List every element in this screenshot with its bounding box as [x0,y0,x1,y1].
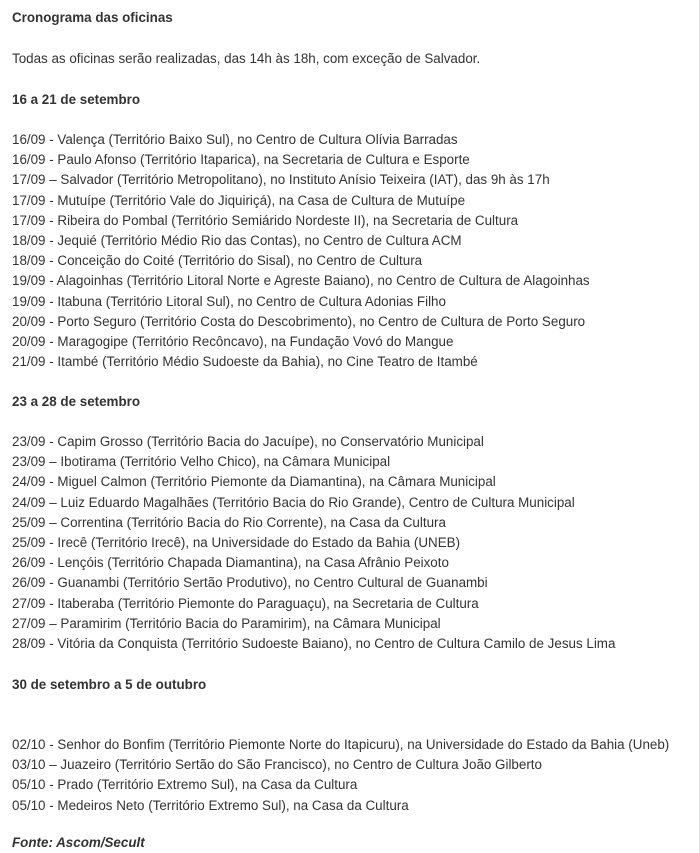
schedule-item: 26/09 - Lençóis (Território Chapada Diamantina), na Casa Afrânio Peixoto [12,555,449,571]
schedule-item: 18/09 - Conceição do Coité (Território do Sisal), no Centro de Cultura [12,253,423,269]
schedule-item: 17/09 - Mutuípe (Território Vale do Jiquiriçá), na Casa de Cultura de Mutuípe [12,192,466,208]
schedule-item: 21/09 - Itambé (Território Médio Sudoeste da Bahia), no Cine Teatro de Itambé [12,354,478,370]
source-credit: Fonte: Ascom/Secult [12,835,145,850]
schedule-item: 05/10 - Prado (Território Extremo Sul), na Casa da Cultura [12,777,358,793]
page-title: Cronograma das oficinas [12,10,173,25]
intro-paragraph: Todas as oficinas serão realizadas, das 14h às 18h, com exceção de Salvador. [12,51,481,66]
schedule-item: 19/09 - Itabuna (Território Litoral Sul), no Centro de Cultura Adonias Filho [12,293,446,309]
section-heading-2: 23 a 28 de setembro [12,394,141,409]
schedule-item: 18/09 - Jequié (Território Médio Rio das Contas), no Centro de Cultura ACM [12,232,462,248]
schedule-item: 20/09 - Maragogipe (Território Recôncavo), na Fundação Vovó do Mangue [12,333,454,349]
schedule-item: 26/09 - Guanambi (Território Sertão Produtivo), no Centro Cultural de Guanambi [12,575,488,591]
schedule-item: 24/09 - Miguel Calmon (Território Piemonte da Diamantina), na Câmara Municipal [12,474,496,490]
schedule-item: 27/09 - Itaberaba (Território Piemonte do Paraguaçu), na Secretaria de Cultura [12,595,479,611]
section-heading-3: 30 de setembro a 5 de outubro [12,677,207,692]
schedule-item: 25/09 - Irecê (Território Irecê), na Universidade do Estado da Bahia (UNEB) [12,534,461,550]
schedule-item: 02/10 - Senhor do Bonfim (Território Piemonte Norte do Itapicuru), na Universidade do Estado da Bahia (Uneb) [12,737,670,752]
schedule-item: 23/09 - Capim Grosso (Território Bacia do Jacuípe), no Conservatório Municipal [12,434,484,449]
schedule-item: 03/10 – Juazeiro (Território Sertão do São Francisco), no Centro de Cultura João Gilberto [12,757,542,773]
schedule-list-3 [12,735,669,816]
schedule-item: 05/10 - Medeiros Neto (Território Extremo Sul), na Casa da Cultura [12,797,409,813]
schedule-list-2 [12,432,615,654]
schedule-list-1 [12,130,590,372]
section-heading-1: 16 a 21 de setembro [12,92,141,107]
schedule-item: 17/09 – Salvador (Território Metropolitano), no Instituto Anísio Teixeira (IAT), das 9h às 17h [12,172,550,188]
schedule-item: 20/09 - Porto Seguro (Território Costa do Descobrimento), no Centro de Cultura de Porto Seguro [12,313,586,329]
schedule-item: 25/09 – Correntina (Território Bacia do Rio Corrente), na Casa da Cultura [12,514,446,530]
schedule-item: 23/09 – Ibotirama (Território Velho Chico), na Câmara Municipal [12,454,391,470]
schedule-item: 27/09 – Paramirim (Território Bacia do Paramirim), na Câmara Municipal [12,615,441,631]
schedule-item: 16/09 - Paulo Afonso (Território Itaparica), na Secretaria de Cultura e Esporte [12,152,470,168]
schedule-item: 17/09 - Ribeira do Pombal (Território Semiárido Nordeste II), na Secretaria de Cultura [12,212,519,228]
schedule-item: 28/09 - Vitória da Conquista (Território Sudoeste Baiano), no Centro de Cultura Camilo de Jesus Lima [12,635,616,651]
schedule-item: 16/09 - Valença (Território Baixo Sul), no Centro de Cultura Olívia Barradas [12,132,458,147]
schedule-item: 24/09 – Luiz Eduardo Magalhães (Território Bacia do Rio Grande), Centro de Cultura Municipal [12,494,575,510]
schedule-item: 19/09 - Alagoinhas (Território Litoral Norte e Agreste Baiano), no Centro de Cultura de Alagoinhas [12,273,590,289]
